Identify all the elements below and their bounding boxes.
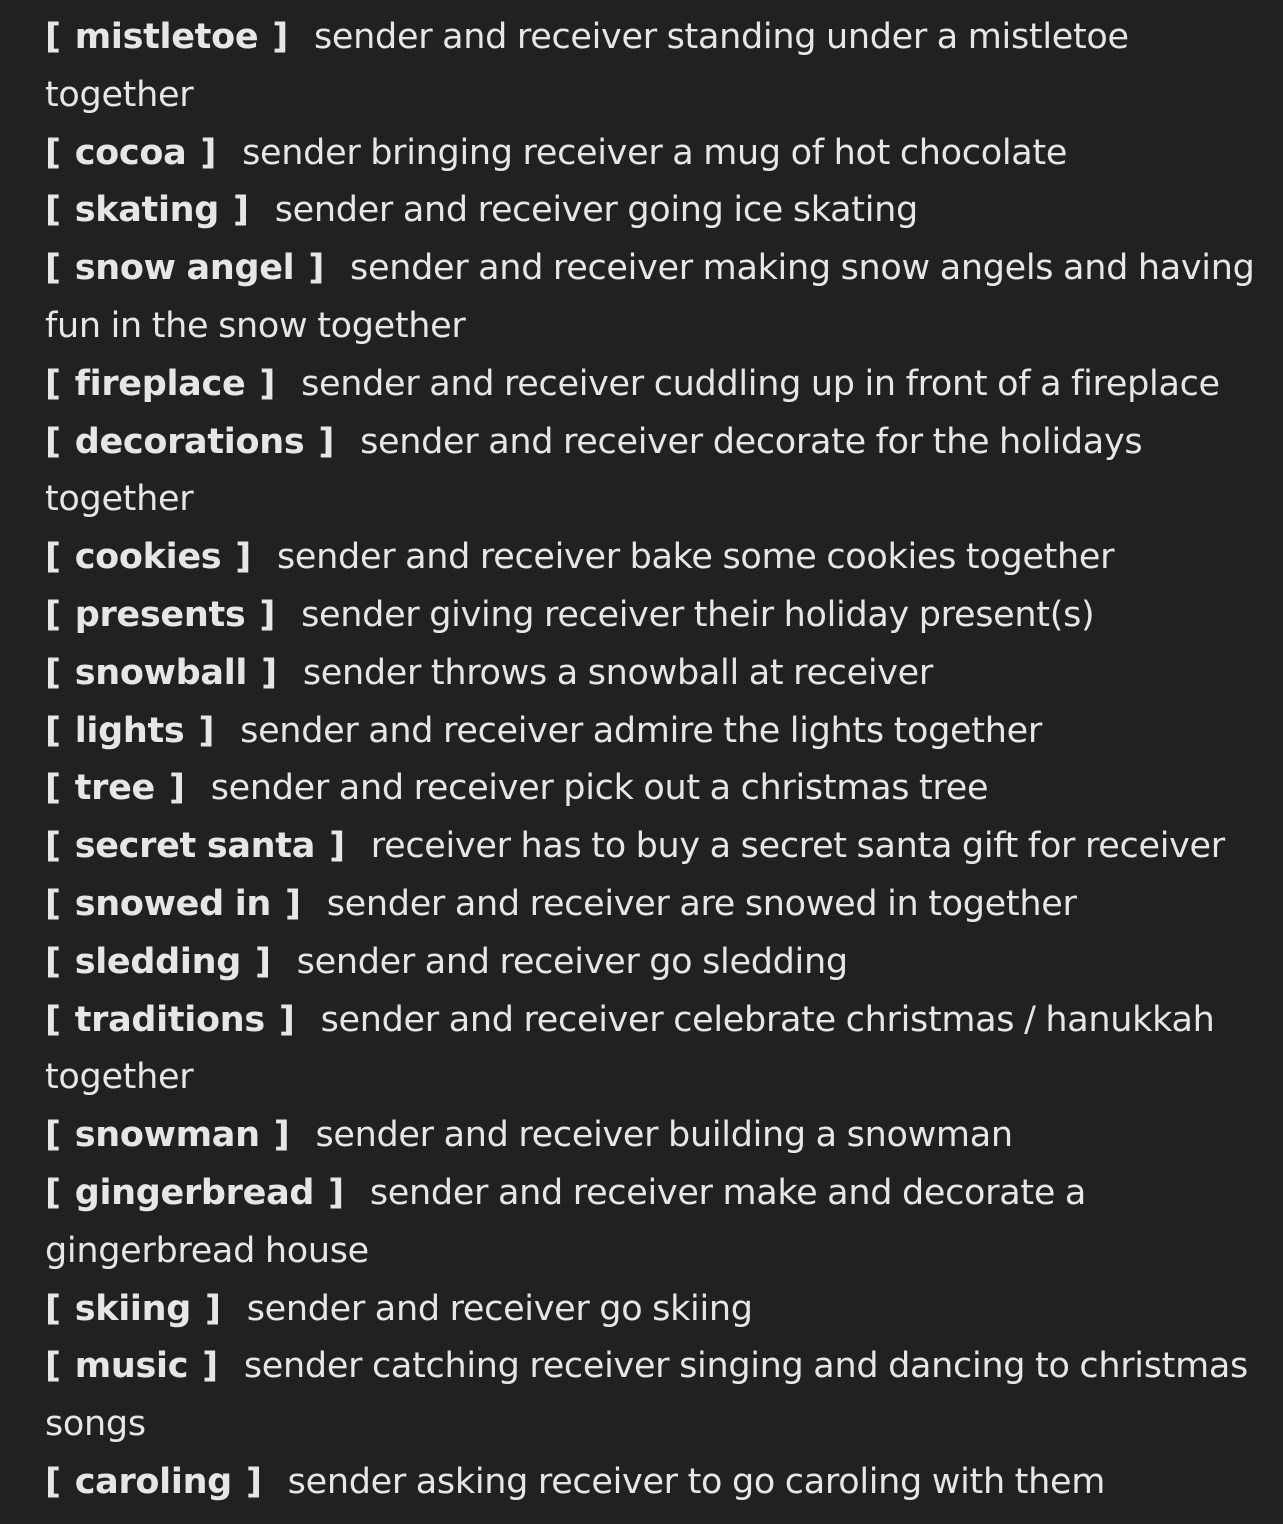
close-bracket: ] — [259, 363, 276, 404]
prompt-entry-music — [45, 1338, 1255, 1454]
entry-description: sender and receiver bake some cookies together — [277, 537, 1115, 578]
prompt-entry-cocoa — [45, 125, 1255, 183]
entry-keyword: secret santa — [74, 826, 316, 867]
entry-keyword: music — [74, 1346, 189, 1387]
open-bracket: [ — [45, 17, 61, 57]
prompt-entry-decorations — [45, 414, 1255, 530]
entry-keyword: snow angel — [74, 248, 295, 289]
prompt-entry-snow-angel — [45, 240, 1255, 356]
close-bracket: ] — [254, 941, 271, 982]
entry-keyword: decorations — [74, 421, 305, 462]
entry-description: sender and receiver go skiing — [246, 1288, 753, 1329]
open-bracket: [ — [45, 1288, 61, 1329]
prompt-entry-gingerbread — [45, 1165, 1255, 1281]
entry-description: sender catching receiver singing and dancing to christmas songs — [45, 1346, 1248, 1445]
entry-description: sender and receiver make and decorate a gingerbread house — [45, 1172, 1087, 1271]
open-bracket: [ — [45, 1346, 61, 1387]
prompt-entry-caroling — [45, 1454, 1255, 1512]
prompt-entry-lights — [45, 703, 1255, 761]
open-bracket: [ — [45, 594, 61, 635]
entry-description: sender and receiver are snowed in together — [326, 883, 1077, 924]
close-bracket: ] — [204, 1288, 221, 1329]
open-bracket: [ — [45, 710, 61, 751]
close-bracket: ] — [273, 1115, 290, 1156]
prompt-entry-cookies — [45, 529, 1255, 587]
entry-keyword: caroling — [74, 1461, 232, 1502]
entry-description: sender and receiver decorate for the holidays together — [45, 421, 1143, 520]
entry-description: sender and receiver pick out a christmas tree — [210, 768, 989, 809]
prompt-entry-presents — [45, 587, 1255, 645]
open-bracket: [ — [45, 1115, 61, 1156]
prompt-entry-skiing — [45, 1281, 1255, 1339]
entry-keyword: gingerbread — [74, 1172, 315, 1213]
close-bracket: ] — [308, 248, 325, 289]
entry-description: sender and receiver go sledding — [296, 941, 848, 982]
entry-description: sender and receiver building a snowman — [315, 1115, 1013, 1156]
close-bracket: ] — [261, 652, 277, 693]
prompt-entry-snowball — [45, 645, 1255, 703]
entry-keyword: skating — [74, 190, 220, 231]
open-bracket: [ — [45, 652, 61, 693]
close-bracket: ] — [278, 999, 295, 1040]
prompt-entry-snowed-in — [45, 876, 1255, 934]
entry-keyword: skiing — [74, 1288, 191, 1329]
open-bracket: [ — [45, 363, 61, 404]
open-bracket: [ — [45, 768, 61, 809]
close-bracket: ] — [328, 1172, 344, 1213]
close-bracket: ] — [168, 768, 185, 809]
entry-keyword: sledding — [74, 941, 241, 982]
entry-description: sender and receiver admire the lights together — [240, 710, 1042, 751]
open-bracket: [ — [45, 421, 61, 462]
prompt-list — [45, 9, 1255, 1512]
open-bracket: [ — [45, 132, 61, 173]
open-bracket: [ — [45, 248, 61, 289]
open-bracket: [ — [45, 537, 61, 578]
entry-description: sender giving receiver their holiday present(s) — [301, 594, 1095, 635]
close-bracket: ] — [245, 1461, 262, 1502]
entry-description: sender and receiver cuddling up in front of a fireplace — [301, 363, 1220, 404]
open-bracket: [ — [45, 1172, 61, 1213]
entry-keyword: snowed in — [74, 883, 272, 924]
entry-description: sender throws a snowball at receiver — [302, 652, 934, 693]
open-bracket: [ — [45, 826, 61, 867]
open-bracket: [ — [45, 1461, 61, 1502]
entry-keyword: snowman — [74, 1115, 260, 1156]
entry-keyword: cocoa — [74, 132, 187, 173]
close-bracket: ] — [235, 537, 251, 578]
close-bracket: ] — [198, 710, 215, 751]
entry-description: sender asking receiver to go caroling with them — [287, 1461, 1106, 1502]
open-bracket: [ — [45, 941, 61, 982]
prompt-entry-fireplace — [45, 356, 1255, 414]
entry-description: sender and receiver making snow angels and having fun in the snow together — [45, 248, 1255, 346]
entry-description: sender and receiver standing under a mistletoe together — [45, 17, 1129, 115]
open-bracket: [ — [45, 883, 61, 924]
close-bracket: ] — [272, 17, 288, 57]
open-bracket: [ — [45, 190, 61, 231]
entry-keyword: cookies — [74, 537, 222, 578]
close-bracket: ] — [318, 421, 335, 462]
prompt-entry-sledding — [45, 934, 1255, 992]
entry-description: sender and receiver going ice skating — [274, 190, 918, 231]
close-bracket: ] — [200, 132, 217, 173]
entry-keyword: presents — [74, 594, 246, 635]
entry-keyword: snowball — [74, 652, 248, 693]
close-bracket: ] — [285, 883, 301, 924]
close-bracket: ] — [329, 826, 345, 867]
open-bracket: [ — [45, 999, 61, 1040]
entry-keyword: fireplace — [74, 363, 246, 404]
entry-description: receiver has to buy a secret santa gift for receiver — [370, 826, 1225, 867]
close-bracket: ] — [233, 190, 249, 231]
entry-keyword: lights — [74, 710, 185, 751]
entry-description: sender bringing receiver a mug of hot chocolate — [242, 132, 1068, 173]
close-bracket: ] — [259, 594, 276, 635]
prompt-entry-tree — [45, 760, 1255, 818]
prompt-entry-mistletoe — [45, 9, 1255, 125]
prompt-entry-secret-santa — [45, 818, 1255, 876]
prompt-entry-skating — [45, 182, 1255, 240]
entry-keyword: mistletoe — [74, 17, 259, 57]
entry-description: sender and receiver celebrate christmas / hanukkah together — [45, 999, 1215, 1098]
entry-keyword: tree — [74, 768, 155, 809]
entry-keyword: traditions — [74, 999, 265, 1040]
prompt-entry-snowman — [45, 1107, 1255, 1165]
prompt-entry-traditions — [45, 992, 1255, 1108]
close-bracket: ] — [202, 1346, 218, 1387]
